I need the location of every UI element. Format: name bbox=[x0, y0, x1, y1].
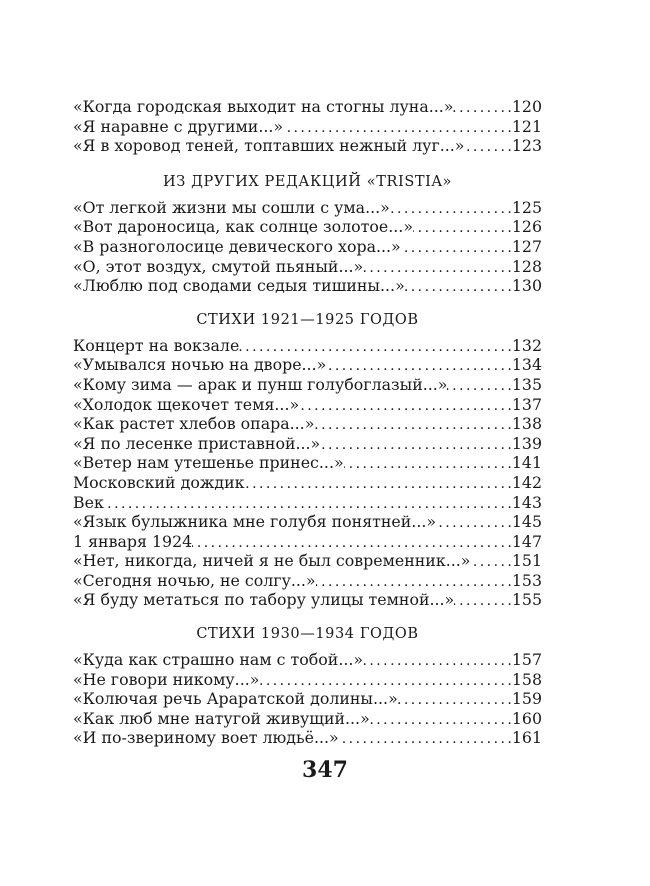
entry-title: 1 января 1924 bbox=[73, 531, 193, 551]
leader-dots bbox=[316, 573, 512, 591]
entry-page: 137 bbox=[511, 394, 542, 414]
entry-page: 141 bbox=[511, 453, 542, 473]
toc-entry bbox=[73, 453, 542, 473]
entry-page: 147 bbox=[511, 531, 542, 551]
entry-page: 151 bbox=[511, 551, 542, 571]
toc-entry bbox=[73, 532, 542, 552]
toc-entry bbox=[73, 414, 542, 434]
leader-dots bbox=[299, 397, 512, 415]
entry-title: «Люблю под сводами седыя тишины...» bbox=[73, 276, 405, 296]
entry-page: 134 bbox=[511, 355, 542, 375]
entry-title: «Куда как страшно нам с тобой...» bbox=[73, 650, 364, 670]
toc-entry bbox=[73, 551, 542, 571]
entry-page: 143 bbox=[511, 492, 542, 512]
leader-dots bbox=[104, 495, 512, 513]
entry-page: 127 bbox=[511, 236, 542, 256]
entry-title: «Умывался ночью на дворе...» bbox=[73, 355, 327, 375]
leader-dots bbox=[344, 455, 512, 473]
toc-entry bbox=[73, 237, 542, 257]
entry-page: 130 bbox=[511, 276, 542, 296]
entry-title: «И по-звериному воет людьё...» bbox=[73, 728, 339, 748]
entry-title: «Колючая речь Араратской долины...» bbox=[73, 689, 398, 709]
entry-page: 145 bbox=[511, 512, 542, 532]
entry-page: 157 bbox=[511, 650, 542, 670]
leader-dots bbox=[283, 119, 512, 137]
toc-entry bbox=[73, 257, 542, 277]
leader-dots bbox=[363, 652, 512, 670]
toc-section-1921-1925 bbox=[73, 310, 542, 610]
entry-title: «Ветер нам утешенье принес...» bbox=[73, 453, 344, 473]
toc-entry bbox=[73, 434, 542, 454]
entry-title: «Холодок щекочет темя...» bbox=[73, 394, 300, 414]
leader-dots bbox=[405, 278, 512, 296]
entry-title: Век bbox=[73, 492, 104, 512]
entry-page: 132 bbox=[511, 335, 542, 355]
entry-page: 135 bbox=[511, 374, 542, 394]
entry-page: 159 bbox=[511, 689, 542, 709]
entry-title: «Как растет хлебов опара...» bbox=[73, 414, 315, 434]
entry-page: 128 bbox=[511, 256, 542, 276]
leader-dots bbox=[464, 138, 511, 156]
leader-dots bbox=[245, 475, 512, 493]
entry-page: 125 bbox=[511, 197, 542, 217]
entry-title: Концерт на вокзале bbox=[73, 335, 240, 355]
entry-title: «О, этот воздух, смутой пьяный...» bbox=[73, 256, 364, 276]
table-of-contents bbox=[73, 97, 542, 762]
toc-entry bbox=[73, 117, 542, 137]
leader-dots bbox=[339, 730, 512, 748]
leader-dots bbox=[363, 259, 512, 277]
entry-page: 120 bbox=[511, 97, 542, 116]
toc-entry bbox=[73, 375, 542, 395]
section-heading: ИЗ ДРУГИХ РЕДАКЦИЙ «TRISTIA» bbox=[162, 173, 453, 190]
entry-page: 138 bbox=[511, 414, 542, 434]
leader-dots bbox=[239, 338, 512, 356]
leader-dots bbox=[192, 534, 512, 552]
leader-dots bbox=[470, 553, 511, 571]
entry-title: «Как люб мне натугой живущий...» bbox=[73, 708, 370, 728]
toc-entry bbox=[73, 198, 542, 218]
toc-entry bbox=[73, 336, 542, 356]
entry-page: 153 bbox=[511, 570, 542, 590]
entry-page: 139 bbox=[511, 433, 542, 453]
toc-entry bbox=[73, 590, 542, 610]
leader-dots bbox=[326, 357, 512, 375]
entry-title: «От легкой жизни мы сошли с ума...» bbox=[73, 197, 390, 217]
entry-title: «Кому зима — арак и пунш голубоглазый...» bbox=[73, 374, 448, 394]
leader-dots bbox=[436, 514, 512, 532]
entry-title: «Я в хоровод теней, топтавших нежный луг...» bbox=[73, 136, 465, 156]
entry-title: «Я наравне с другими...» bbox=[73, 116, 284, 136]
toc-entry bbox=[73, 689, 542, 709]
leader-dots bbox=[259, 672, 511, 690]
toc-entry bbox=[73, 709, 542, 729]
leader-dots bbox=[447, 377, 511, 395]
entry-page: 161 bbox=[511, 728, 542, 748]
page-number: 347 bbox=[302, 757, 348, 783]
entry-title: «Не говори никому...» bbox=[73, 669, 260, 689]
toc-entry bbox=[73, 650, 542, 670]
toc-section-1930-1934 bbox=[73, 624, 542, 748]
toc-entry bbox=[73, 512, 542, 532]
leader-dots bbox=[314, 416, 511, 434]
entry-title: «Вот дароносица, как солнце золотое...» bbox=[73, 217, 413, 237]
entry-page: 155 bbox=[511, 590, 542, 610]
leader-dots bbox=[320, 436, 512, 454]
toc-entry bbox=[73, 395, 542, 415]
toc-entry bbox=[73, 217, 542, 237]
entry-title: «Когда городская выходит на стогны луна...» bbox=[73, 97, 454, 116]
entry-title: «Я по лесенке приставной...» bbox=[73, 433, 321, 453]
leader-dots bbox=[398, 691, 512, 709]
toc-entry bbox=[73, 493, 542, 513]
toc-section-other-editions bbox=[73, 172, 542, 296]
entry-title: «Я буду метаться по табору улицы темной...» bbox=[73, 590, 455, 610]
entry-title: «В разноголосице девического хора...» bbox=[73, 236, 401, 256]
toc-entry bbox=[73, 728, 542, 748]
leader-dots bbox=[390, 200, 512, 218]
leader-dots bbox=[453, 99, 511, 117]
toc-entry bbox=[73, 97, 542, 117]
entry-page: 126 bbox=[511, 217, 542, 237]
leader-dots bbox=[413, 219, 512, 237]
toc-entry bbox=[73, 276, 542, 296]
entry-title: «Сегодня ночью, не солгу...» bbox=[73, 570, 316, 590]
toc-entry bbox=[73, 670, 542, 690]
toc-group-tristia-continued bbox=[73, 97, 542, 156]
leader-dots bbox=[401, 239, 512, 257]
toc-entry bbox=[73, 355, 542, 375]
section-heading: СТИХИ 1921—1925 ГОДОВ bbox=[196, 311, 419, 328]
entry-page: 123 bbox=[511, 136, 542, 156]
section-heading: СТИХИ 1930—1934 ГОДОВ bbox=[196, 626, 419, 643]
entry-page: 121 bbox=[511, 116, 542, 136]
leader-dots bbox=[454, 592, 512, 610]
entry-title: Московский дождик bbox=[73, 472, 245, 492]
leader-dots bbox=[370, 711, 512, 729]
entry-title: «Нет, никогда, ничей я не был современник...» bbox=[73, 551, 471, 571]
toc-entry bbox=[73, 571, 542, 591]
entry-page: 142 bbox=[511, 472, 542, 492]
toc-entry bbox=[73, 136, 542, 156]
entry-page: 158 bbox=[511, 669, 542, 689]
toc-entry bbox=[73, 473, 542, 493]
entry-page: 160 bbox=[511, 708, 542, 728]
entry-title: «Язык булыжника мне голубя понятней...» bbox=[73, 512, 437, 532]
